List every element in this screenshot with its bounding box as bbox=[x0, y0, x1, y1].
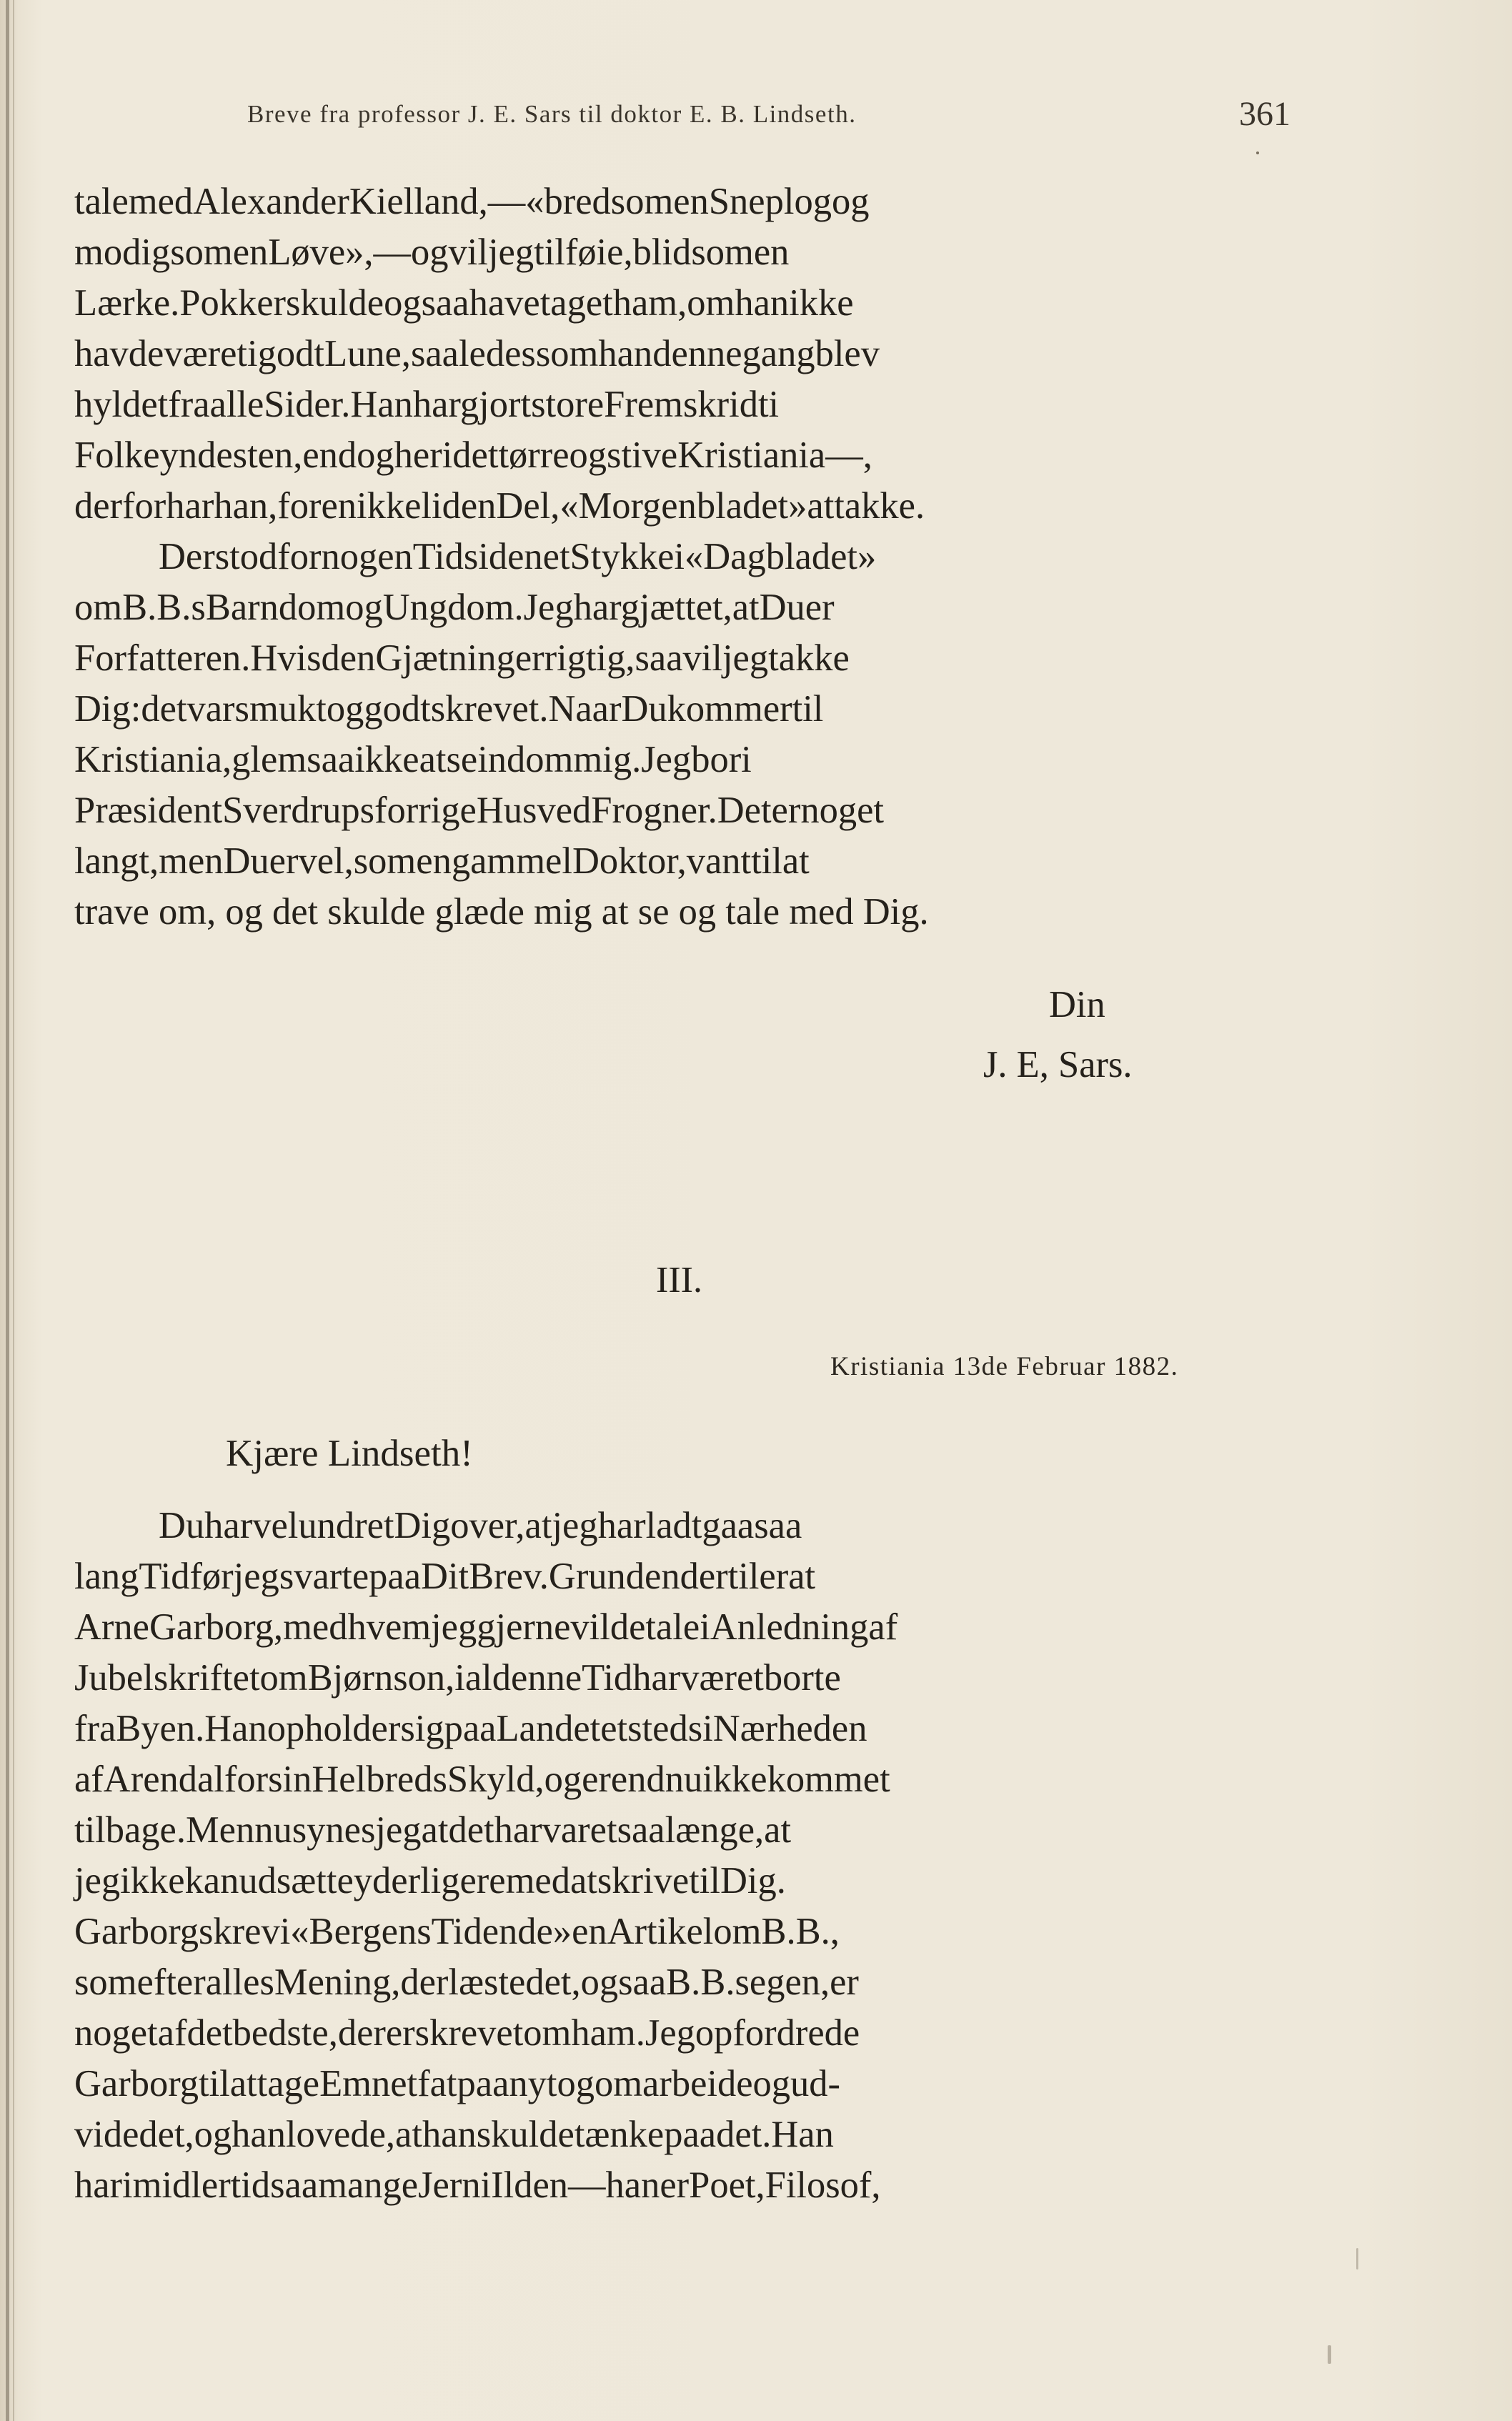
text-line: fraByen.HanopholdersigpaaLandetetstedsiNærheden bbox=[74, 1708, 867, 1749]
text-line: somefterallesMening,derlæstedet,ogsaaB.B.segen,er bbox=[74, 1962, 859, 2003]
section-numeral: III. bbox=[656, 1260, 702, 1301]
text-line: Dig:detvarsmuktoggodtskrevet.NaarDukommertil bbox=[74, 688, 824, 730]
text-line: afArendalforsinHelbredsSkyld,ogerendnuikkekommet bbox=[74, 1759, 890, 1800]
closing-word: Din bbox=[1049, 984, 1105, 1025]
letter-body-text bbox=[74, 1501, 1293, 2211]
text-line: jegikkekanudsætteyderligeremedatskrivetilDig. bbox=[74, 1860, 786, 1901]
text-line: ArneGarborg,medhvemjeggjernevildetaleiAnledningaf bbox=[74, 1606, 898, 1648]
letter-continuation-text bbox=[74, 177, 1293, 938]
text-line: talemedAlexanderKielland,—«bredsomenSneplogog bbox=[74, 181, 870, 222]
text-line: DerstodfornogenTidsidenetStykkei«Dagbladet» bbox=[159, 536, 877, 577]
text-line: Forfatteren.HvisdenGjætningerrigtig,saaviljegtakke bbox=[74, 637, 850, 679]
running-title: Breve fra professor J. E. Sars til doktor E. B. Lindseth. bbox=[247, 100, 857, 128]
dateline: Kristiania 13de Februar 1882. bbox=[830, 1352, 1179, 1381]
text-line: harimidlertidsaamangeJerniIlden—hanerPoet,Filosof, bbox=[74, 2164, 881, 2206]
running-head bbox=[247, 94, 1290, 137]
text-line: omB.B.sBarndomogUngdom.Jeghargjættet,atDuer bbox=[74, 587, 835, 628]
paper-mark bbox=[1356, 2248, 1358, 2270]
text-line: Lærke.Pokkerskuldeogsaahavetagetham,omhanikke bbox=[74, 282, 854, 324]
page-number: 361 bbox=[1239, 95, 1290, 133]
paper-speck bbox=[1256, 151, 1259, 154]
signature: J. E, Sars. bbox=[983, 1044, 1133, 1085]
text-line: GarborgtilattageEmnetfatpaanytogomarbeideogud- bbox=[74, 2063, 841, 2104]
page-spine-shadow bbox=[13, 0, 14, 2421]
salutation: Kjære Lindseth! bbox=[226, 1433, 473, 1474]
text-line: JubelskriftetomBjørnson,ialdenneTidharværetborte bbox=[74, 1657, 841, 1699]
text-line: derforharhan,forenikkelidenDel,«Morgenbladet»attakke. bbox=[74, 485, 925, 527]
text-line: langTidførjegsvartepaaDitBrev.Grundendertilerat bbox=[74, 1556, 816, 1597]
text-line: DuharvelundretDigover,atjegharladtgaasaa bbox=[159, 1505, 802, 1546]
text-line: tilbage.Mennusynesjegatdetharvaretsaalænge,at bbox=[74, 1809, 792, 1851]
text-line: Garborgskrevi«BergensTidende»enArtikelomB.B., bbox=[74, 1911, 840, 1952]
text-line: Folkeyndesten,endogheridettørreogstiveKristiania—, bbox=[74, 434, 872, 476]
text-line: nogetafdetbedste,dererskrevetomham.Jegopfordrede bbox=[74, 2012, 860, 2054]
text-line: hyldetfraalleSider.HanhargjortstoreFremskridti bbox=[74, 384, 780, 425]
text-line: trave om, og det skulde glæde mig at se og tale med Dig. bbox=[74, 891, 929, 933]
text-line: langt,menDuervel,somengammelDoktor,vanttilat bbox=[74, 840, 810, 882]
text-line: havdeværetigodtLune,saaledessomhandennegangblev bbox=[74, 333, 880, 374]
paper-mark bbox=[1328, 2345, 1331, 2364]
page-spine-edge bbox=[6, 0, 9, 2421]
text-line: videdet,oghanlovede,athanskuldetænkepaadet.Han bbox=[74, 2114, 834, 2155]
text-line: modigsomenLøve»,—ogviljegtilføie,blidsomen bbox=[74, 232, 790, 273]
text-line: PræsidentSverdrupsforrigeHusvedFrogner.Deternoget bbox=[74, 790, 884, 831]
text-line: Kristiania,glemsaaikkeatseindommig.Jegbori bbox=[74, 739, 752, 780]
